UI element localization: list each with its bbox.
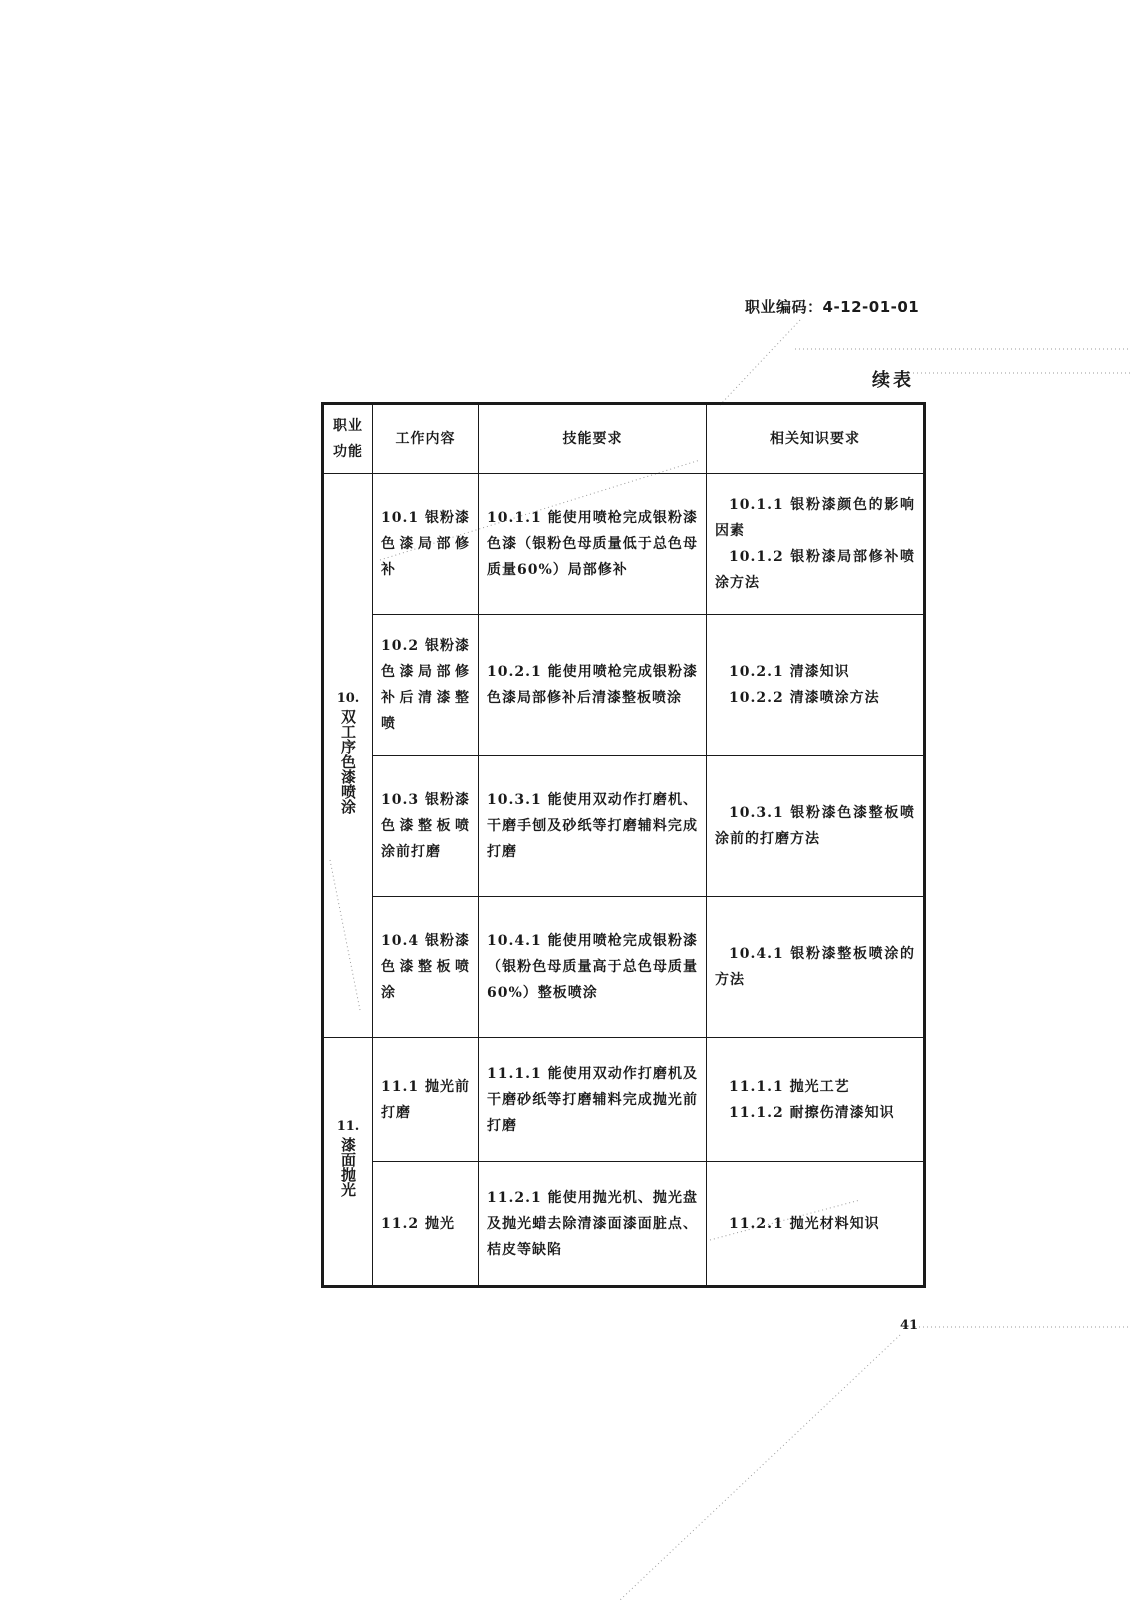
- skill-requirement: 10.3.1 能使用双动作打磨机、干磨手刨及砂纸等打磨辅料完成打磨: [479, 756, 707, 897]
- function-number: 11.: [336, 1119, 360, 1134]
- table-header-row: [323, 404, 925, 474]
- knowledge-requirement: [707, 1038, 925, 1162]
- knowledge-item: 10.2.1 清漆知识: [729, 664, 850, 680]
- function-title: 漆面抛光: [339, 1137, 357, 1197]
- knowledge-item: 11.2.1 抛光材料知识: [729, 1215, 880, 1232]
- skill-requirement: 11.2.1 能使用抛光机、抛光盘及抛光蜡去除清漆面漆面脏点、桔皮等缺陷: [479, 1162, 707, 1287]
- function-title: 双工序色漆喷涂: [339, 708, 357, 814]
- continued-label: 续表: [872, 370, 914, 391]
- function-number: 10.: [336, 690, 360, 706]
- work-content: 10.1 银粉漆色漆局部修补: [373, 474, 479, 615]
- work-content: 10.4 银粉漆色漆整板喷涂: [373, 897, 479, 1038]
- knowledge-requirement: [707, 615, 925, 756]
- knowledge-item: 10.4.1 银粉漆整板喷涂的方法: [715, 946, 915, 988]
- skills-table: [321, 402, 926, 1288]
- table-row: [323, 1162, 925, 1287]
- header-function: 职业功能: [323, 404, 373, 474]
- work-content: 10.3 银粉漆色漆整板喷涂前打磨: [373, 756, 479, 897]
- knowledge-item: 10.3.1 银粉漆色漆整板喷涂前的打磨方法: [715, 805, 915, 847]
- skill-requirement: 10.2.1 能使用喷枪完成银粉漆色漆局部修补后清漆整板喷涂: [479, 615, 707, 756]
- knowledge-requirement: [707, 474, 925, 615]
- work-content: 10.2 银粉漆色漆局部修补后清漆整喷: [373, 615, 479, 756]
- function-cell-10: [323, 474, 373, 1038]
- header-knowledge: 相关知识要求: [707, 404, 925, 474]
- table-row: [323, 756, 925, 897]
- knowledge-item: 11.1.2 耐擦伤清漆知识: [729, 1104, 895, 1121]
- table-row: [323, 897, 925, 1038]
- function-cell-11: [323, 1038, 373, 1287]
- header-skills: 技能要求: [479, 404, 707, 474]
- knowledge-requirement: [707, 756, 925, 897]
- knowledge-requirement: [707, 897, 925, 1038]
- table-row: [323, 615, 925, 756]
- skill-requirement: 11.1.1 能使用双动作打磨机及干磨砂纸等打磨辅料完成抛光前打磨: [479, 1038, 707, 1162]
- knowledge-item: 10.1.2 银粉漆局部修补喷涂方法: [715, 549, 915, 591]
- knowledge-item: 10.1.1 银粉漆颜色的影响因素: [715, 497, 915, 539]
- header-content: 工作内容: [373, 404, 479, 474]
- knowledge-item: 10.2.2 清漆喷涂方法: [729, 690, 880, 706]
- knowledge-requirement: [707, 1162, 925, 1287]
- table-row: [323, 1038, 925, 1162]
- work-content: 11.2 抛光: [373, 1162, 479, 1287]
- work-content: 11.1 抛光前打磨: [373, 1038, 479, 1162]
- skill-requirement: 10.1.1 能使用喷枪完成银粉漆色漆（银粉色母质量低于总色母质量60%）局部修补: [479, 474, 707, 615]
- page-number: 41: [900, 1318, 919, 1333]
- knowledge-item: 11.1.1 抛光工艺: [729, 1078, 850, 1095]
- skill-requirement: 10.4.1 能使用喷枪完成银粉漆（银粉色母质量高于总色母质量60%）整板喷涂: [479, 897, 707, 1038]
- table-row: [323, 474, 925, 615]
- occupation-code: 职业编码：4-12-01-01: [745, 298, 920, 316]
